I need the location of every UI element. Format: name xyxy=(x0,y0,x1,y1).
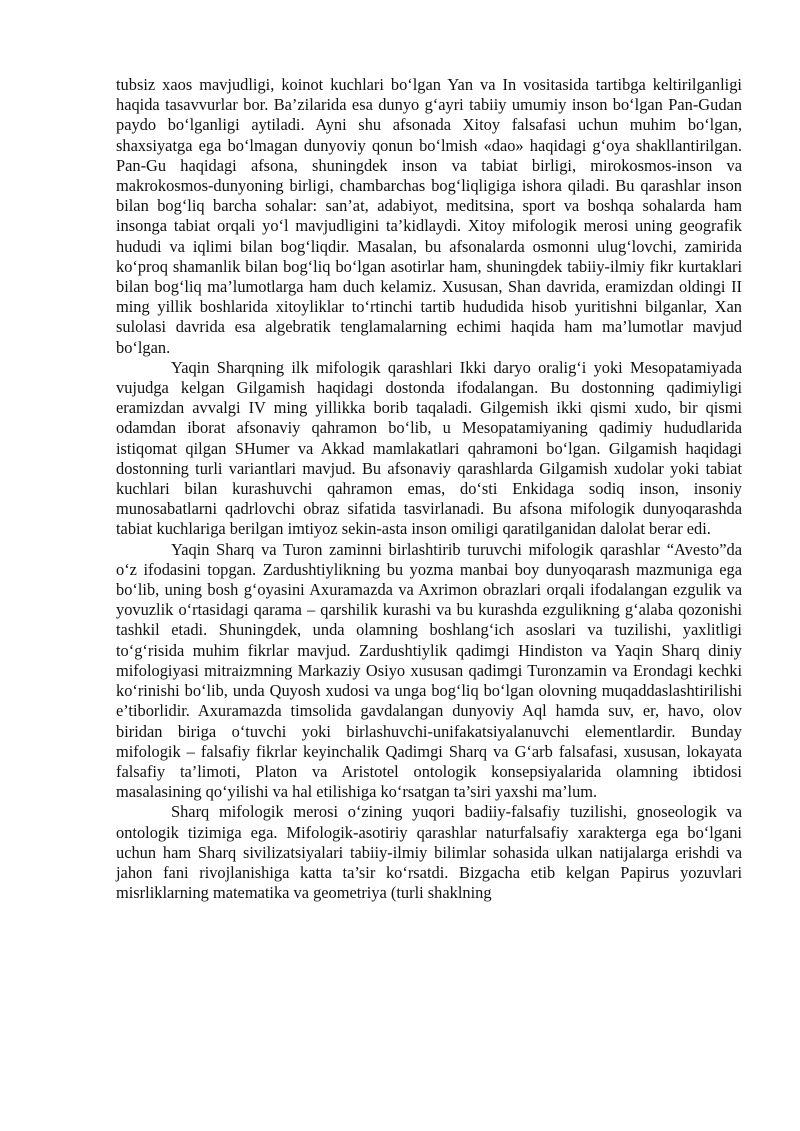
paragraph-1: tubsiz xaos mavjudligi, koinot kuchlari bo‘lgan Yan va In vositasida tartibga keltirilganligi haqida tasavvurlar bor. Ba’zilarida esa dunyo g‘ayri tabiiy umumiy inson bo‘lgan Pan-Gudan paydo bo‘lganligi aytiladi. Ayni shu afsonada Xitoy falsafasi uchun muhim bo‘lgan, shaxsiyatga ega bo‘lmagan dunyoviy qonun bo‘lmish «dao» haqidagi g‘oya shakllantirilgan. Pan-Gu haqidagi afsona, shuningdek inson va tabiat birligi, mirokosmos-inson va makrokosmos-dunyoning birligi, chambarchas bog‘liqligiga ishora qiladi. Bu qarashlar inson bilan bog‘liq barcha sohalar: san’at, adabiyot, meditsina, sport va boshqa sohalarda ham insonga tabiat orqali yo‘l mavjudligini ta’kidlaydi. Xitoy mifologik merosi uning geografik hududi va iqlimi bilan bog‘liqdir. Masalan, bu afsonalarda osmonni ulug‘lovchi, zamirida ko‘proq shamanlik bilan bog‘liq bo‘lgan asotirlar ham, shuningdek tabiiy-ilmiy fikr kurtaklari bilan bog‘liq ma’lumotlarga ham duch kelamiz. Xususan, Shan davrida, eramizdan oldingi II ming yillik boshlarida xitoyliklar to‘rtinchi tartib hududida hisob yuritishni bilganlar, Xan sulolasi davrida esa algebratik tenglamalarning echimi haqida ham ma’lumotlar mavjud bo‘lgan. xyxy=(116,75,742,357)
paragraph-4: Sharq mifologik merosi o‘zining yuqori badiiy-falsafiy tuzilishi, gnoseologik va ontologik tizimiga ega. Mifologik-asotiriy qarashlar naturfalsafiy xarakterga ega bo‘lgani uchun ham Sharq sivilizatsiyalari tabiiy-ilmiy bilimlar sohasida ulkan natijalarga erishdi va jahon fani rivojlanishiga katta ta’sir ko‘rsatdi. Bizgacha etib kelgan Papirus yozuvlari misrliklarning matematika va geometriya (turli shaklning xyxy=(116,802,742,903)
paragraph-3: Yaqin Sharq va Turon zaminni birlashtirib turuvchi mifologik qarashlar “Avesto”da o‘z ifodasini topgan. Zardushtiylikning bu yozma manbai boy dunyoqarash mazmuniga ega bo‘lib, uning bosh g‘oyasini Axuramazda va Axrimon obrazlari orqali ifodalangan ezgulik va yovuzlik o‘rtasidagi qarama – qarshilik kurashi va bu kurashda ezgulikning g‘alaba qozonishi tashkil etadi. Shuningdek, unda olamning boshlang‘ich asoslari va tuzilishi, yaxlitligi to‘g‘risida muhim fikrlar mavjud. Zardushtiylik qadimgi Hindiston va Yaqin Sharq diniy mifologiyasi mitraizmning Markaziy Osiyo xususan qadimgi Turonzamin va Erondagi kechki ko‘rinishi bo‘lib, unda Quyosh xudosi va unga bog‘liq bo‘lgan olovning muqaddaslashtirilishi e’tiborlidir. Axuramazda timsolida gavdalangan dunyoviy Aql hamda suv, er, havo, olov biridan biriga o‘tuvchi yoki birlashuvchi-unifakatsiyalanuvchi elementlardir. Bunday mifologik – falsafiy fikrlar keyinchalik Qadimgi Sharq va G‘arb falsafasi, xususan, lokayata falsafiy ta’limoti, Platon va Aristotel ontologik konsepsiyalarida olamning ibtidosi masalasining qo‘yilishi va hal etilishiga ko‘rsatgan ta’siri yaxshi ma’lum. xyxy=(116,539,742,802)
paragraph-2: Yaqin Sharqning ilk mifologik qarashlari Ikki daryo oralig‘i yoki Mesopatamiyada vujudga kelgan Gilgamish haqidagi dostonda ifodalangan. Bu dostonning qadimiyligi eramizdan avvalgi IV ming yillikka borib taqaladi. Gilgemish ikki qismi xudo, bir qismi odamdan iborat afsonaviy qahramon bo‘lib, u Mesopatamiyaning qadimiy hududlarida istiqomat qilgan SHumer va Akkad mamlakatlari qahramoni bo‘lgan. Gilgamish haqidagi dostonning turli variantlari mavjud. Bu afsonaviy qarashlarda Gilgamish xudolar yoki tabiat kuchlari bilan kurashuvchi qahramon emas, do‘sti Enkidaga sodiq inson, insoniy munosabatlarni qadrlovchi obraz sifatida tasvirlanadi. Bu afsona mifologik dunyoqarashda tabiat kuchlariga berilgan imtiyoz sekin-asta inson omiligi qaratilganidan dalolat berar edi. xyxy=(116,357,742,539)
document-page xyxy=(116,75,742,903)
